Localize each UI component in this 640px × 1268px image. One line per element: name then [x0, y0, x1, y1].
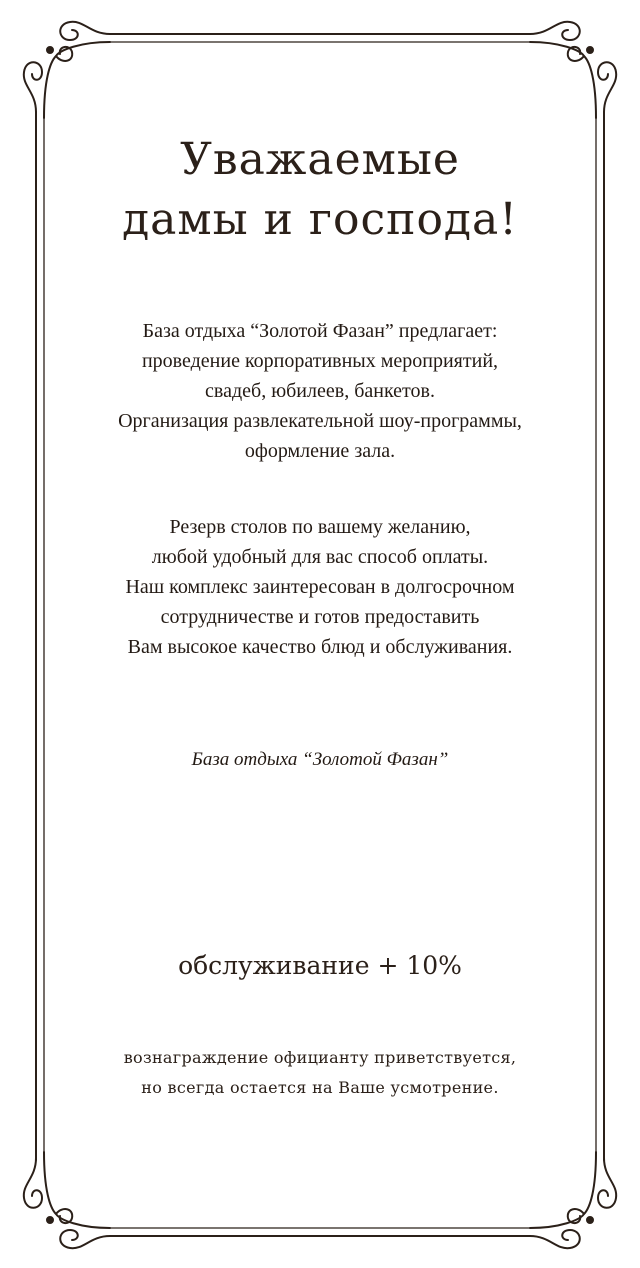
signature: База отдыха “Золотой Фазан”	[191, 749, 449, 770]
service-fee: обслуживание + 10%	[178, 951, 462, 980]
offer-paragraph	[40, 512, 600, 662]
intro-line: проведение корпоративных мероприятий,	[141, 350, 499, 372]
intro-paragraph	[40, 316, 600, 466]
tip-note	[40, 1043, 600, 1103]
tip-line: вознаграждение официанту приветствуется,	[123, 1048, 517, 1067]
intro-line: оформление зала.	[244, 440, 396, 462]
tip-line: но всегда остается на Ваше усмотрение.	[141, 1078, 499, 1097]
offer-line: Резерв столов по вашему желанию,	[169, 516, 471, 538]
title-line-1: Уважаемые	[180, 134, 460, 185]
intro-line: Организация развлекательной шоу-программы,	[118, 410, 522, 432]
offer-line: любой удобный для вас способ оплаты.	[151, 546, 489, 568]
offer-line: Наш комплекс заинтересован в долгосрочном	[125, 576, 515, 598]
menu-page-content	[60, 0, 580, 1268]
page-title	[60, 130, 580, 250]
offer-line: Вам высокое качество блюд и обслуживания.	[127, 636, 513, 658]
intro-line: свадеб, юбилеев, банкетов.	[205, 380, 435, 402]
intro-line: База отдыха “Золотой Фазан” предлагает:	[142, 320, 498, 342]
title-line-2: дамы и господа!	[122, 194, 518, 245]
offer-line: сотрудничестве и готов предоставить	[160, 606, 480, 628]
